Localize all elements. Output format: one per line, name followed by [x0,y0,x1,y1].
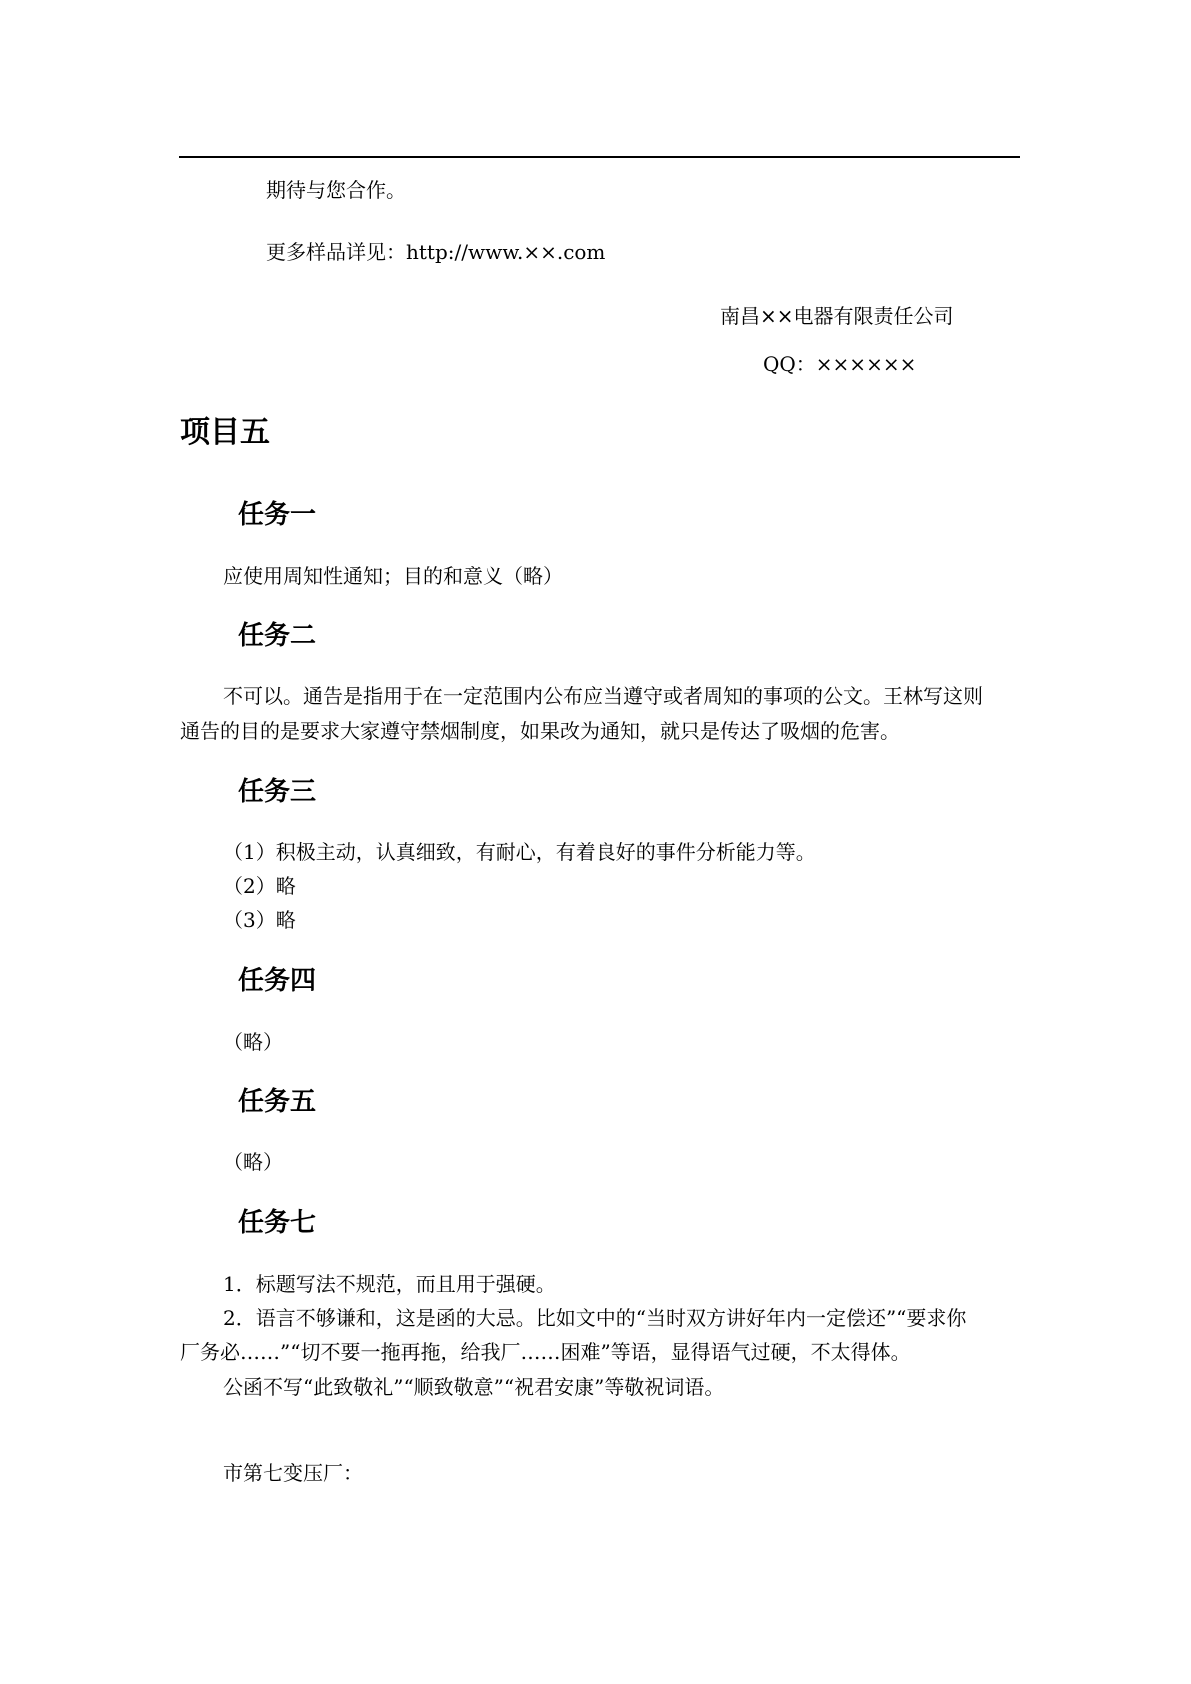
task-3-heading: 任务三 [238,777,317,807]
section-title: 项目五 [180,415,270,450]
task-2-line-1: 不可以。通告是指用于在一定范围内公布应当遵守或者周知的事项的公文。王林写这则 [223,684,983,708]
task-3-line-3: （3）略 [223,908,296,932]
task-3-line-1: （1）积极主动，认真细致，有耐心，有着良好的事件分析能力等。 [223,840,816,864]
task-2-heading: 任务二 [238,621,317,651]
task-3-line-2: （2）略 [223,874,296,898]
task-1-line-1: 应使用周知性通知；目的和意义（略） [223,564,563,588]
task-1-heading: 任务一 [238,500,317,530]
samples-line [266,238,605,266]
task-7-line-2: 2．语言不够谦和，这是函的大忌。比如文中的“当时双方讲好年内一定偿还”“要求你 [223,1306,967,1330]
task-4-line-1: （略） [223,1030,283,1054]
letter-closing: 期待与您合作。 [266,178,406,202]
task-7-line-4: 公函不写“此致敬礼”“顺致敬意”“祝君安康”等敬祝词语。 [223,1375,725,1399]
task-7-line-1: 1．标题写法不规范，而且用于强硬。 [223,1272,556,1296]
task-2-line-2: 通告的目的是要求大家遵守禁烟制度，如果改为通知，就只是传达了吸烟的危害。 [180,719,900,743]
task-5-line-1: （略） [223,1150,283,1174]
task-7-line-3: 厂务必……”“切不要一拖再拖，给我厂……困难”等语，显得语气过硬，不太得体。 [180,1340,911,1364]
qq-line: QQ：×××××× [763,352,917,376]
samples-label: 更多样品详见： [266,240,406,264]
samples-url: http://www.××.com [406,240,606,264]
task-5-heading: 任务五 [238,1087,317,1117]
header-rule [179,156,1020,158]
recipient-line: 市第七变压厂： [223,1461,363,1485]
task-7-heading: 任务七 [238,1208,317,1238]
company-name: 南昌××电器有限责任公司 [720,304,954,328]
task-4-heading: 任务四 [238,966,317,996]
